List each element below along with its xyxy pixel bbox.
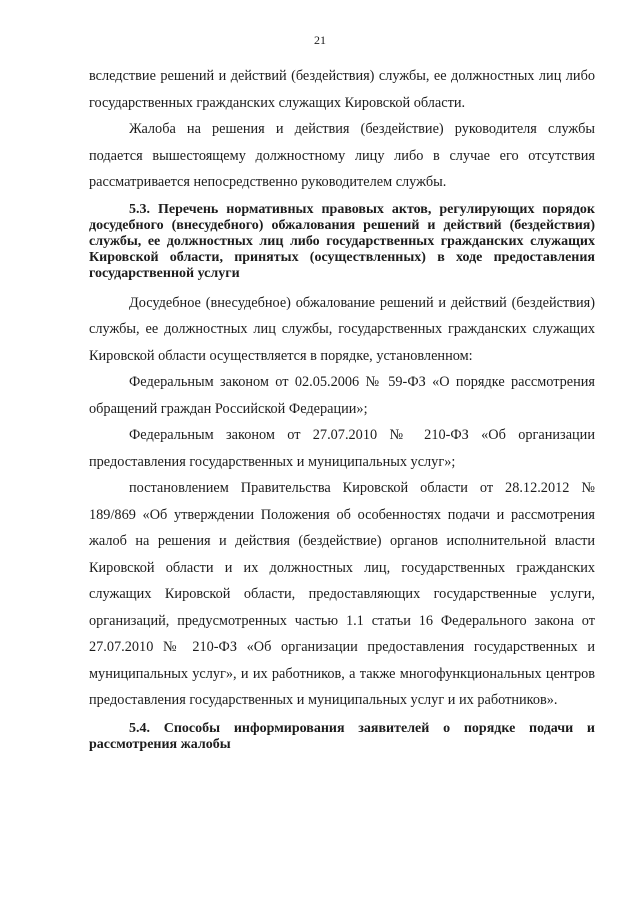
paragraph-continuation: вследствие решений и действий (бездействия) службы, ее должностных лиц либо государственных гражданских служащих Кировской области. [89, 68, 595, 111]
paragraph-resolution-189-869: постановлением Правительства Кировской области от 28.12.2012 № 189/869 «Об утверждении Положения об особенностях подачи и рассмотрения жалоб на решения и действия (бездействие) органов исполнительной власти Кировской области и их должностных лиц, государственных гражданских служащих Кировской области, предоставляющих государственные услуги, организаций, предусмотренных частью 1.1 статьи 16 Федерального закона от 27.07.2010 № 210-ФЗ «Об организации предоставления государственных и муниципальных услуг», и их работников, а также многофункциональных центров предоставления государственных и муниципальных услуг и их работников». [89, 480, 595, 708]
paragraph-law-59fz: Федеральным законом от 02.05.2006 № 59-ФЗ «О порядке рассмотрения обращений граждан Российской Федерации»; [89, 374, 595, 417]
section-heading-5-4: 5.4. Способы информирования заявителей о порядке подачи и рассмотрения жалобы [89, 720, 595, 752]
paragraph-complaint-head: Жалоба на решения и действия (бездействие) руководителя службы подается вышестоящему должностному лицу либо в случае его отсутствия рассматривается непосредственно руководителем службы. [89, 121, 595, 190]
document-body [89, 63, 595, 753]
page-number: 21 [314, 33, 326, 47]
paragraph-law-210fz: Федеральным законом от 27.07.2010 № 210-ФЗ «Об организации предоставления государственных и муниципальных услуг»; [89, 427, 595, 470]
paragraph-appeal-procedure: Досудебное (внесудебное) обжалование решений и действий (бездействия) службы, ее должностных лиц службы, государственных гражданских служащих Кировской области осуществляется в порядке, установленном: [89, 294, 595, 364]
section-heading-5-3: 5.3. Перечень нормативных правовых актов, регулирующих порядок досудебного (внесудебного) обжалования решений и действий (бездействия) службы, ее должностных лиц либо государственных гражданских служащих Кировской области, принятых (осуществленных) в ходе предоставления государственной услуги [89, 201, 595, 281]
